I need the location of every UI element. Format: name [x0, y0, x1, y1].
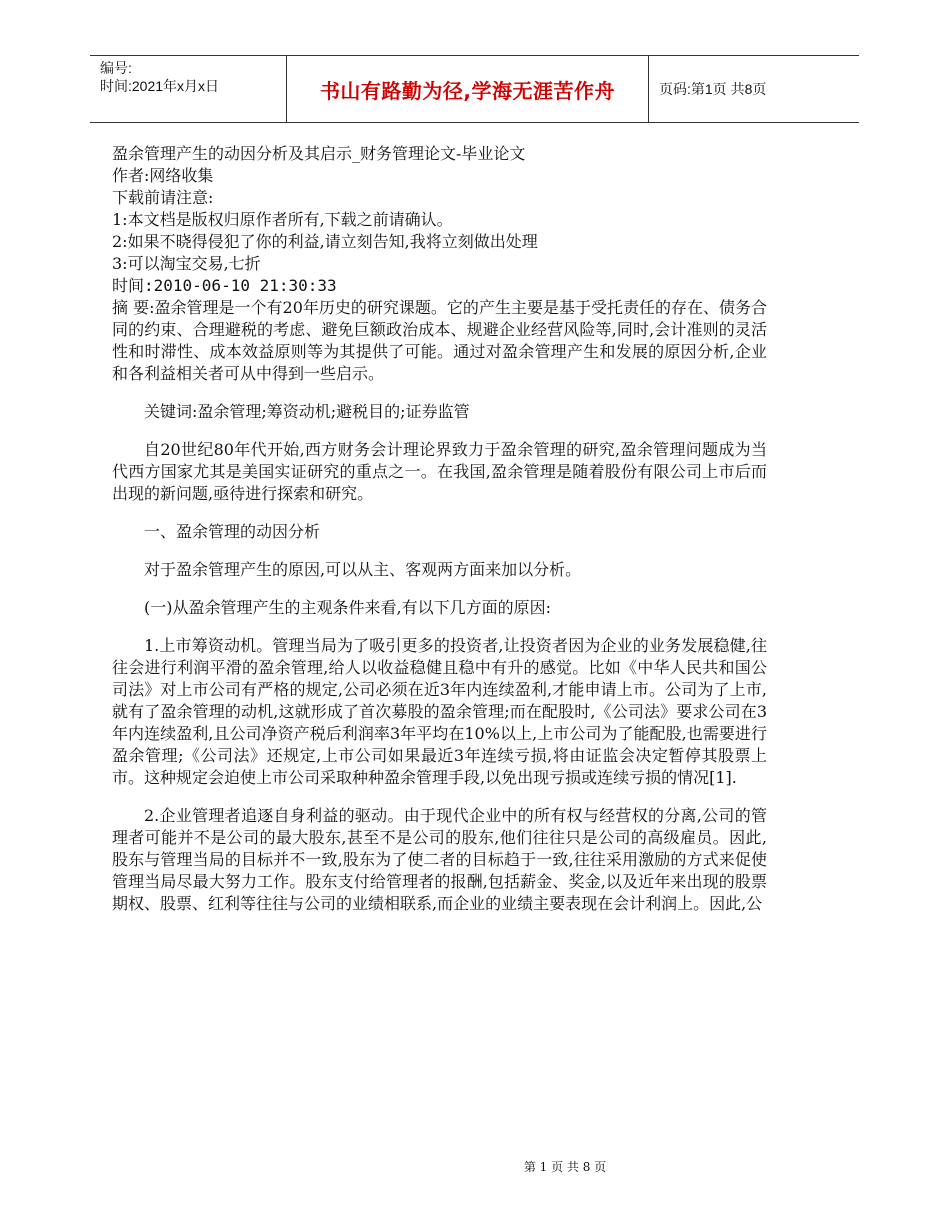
- page-footer: 第 1 页 共 8 页: [523, 1160, 607, 1174]
- item-2-paragraph: 2.企业管理者追逐自身利益的驱动。由于现代企业中的所有权与经营权的分离,公司的管理者可能并不是公司的最大股东,甚至不是公司的股东,他们往往只是公司的高级雇员。因此,股东与管理当局的目标并不一致,股东为了使二者的目标趋于一致,往往采用激励的方式来促使管理当局尽最大努力工作。股东支付给管理者的报酬,包括薪金、奖金,以及近年来出现的股票期权、股票、红利等往往与公司的业绩相联系,而企业的业绩主要表现在会计利润上。因此,公: [112, 806, 767, 913]
- document-title: 盈余管理产生的动因分析及其启示_财务管理论文-毕业论文: [112, 144, 526, 163]
- document-body: [112, 143, 767, 915]
- author-line: 作者:网络收集: [112, 166, 214, 185]
- datetime-line: 时间:2010-06-10 21:30:33: [112, 276, 337, 295]
- page-header: [90, 55, 859, 123]
- abstract-paragraph: 摘 要:盈余管理是一个有20年历史的研究课题。它的产生主要是基于受托责任的存在、债务合同的约束、合理避税的考虑、避免巨额政治成本、规避企业经营风险等,同时,会计准则的灵活性和时滞性、成本效益原则等为其提供了可能。通过对盈余管理产生和发展的原因分析,企业和各利益相关者可从中得到一些启示。: [112, 298, 767, 383]
- notice-item-1: 1:本文档是版权归原作者所有,下载之前请确认。: [112, 210, 453, 229]
- notice-heading: 下载前请注意:: [112, 188, 214, 207]
- keywords-line: 关键词:盈余管理;筹资动机;避税目的;证券监管: [144, 402, 470, 421]
- notice-item-2: 2:如果不晓得侵犯了你的利益,请立刻告知,我将立刻做出处理: [112, 232, 538, 251]
- intro-paragraph: 自20世纪80年代开始,西方财务会计理论界致力于盈余管理的研究,盈余管理问题成为当代西方国家尤其是美国实证研究的重点之一。在我国,盈余管理是随着股份有限公司上市后而出现的新问题,亟待进行探索和研究。: [112, 440, 767, 503]
- subsection-heading-1: (一)从盈余管理产生的主观条件来看,有以下几方面的原因:: [144, 598, 551, 617]
- section-heading-1: 一、盈余管理的动因分析: [144, 522, 321, 541]
- notice-item-3: 3:可以淘宝交易,七折: [112, 254, 261, 273]
- reasons-paragraph: 对于盈余管理产生的原因,可以从主、客观两方面来加以分析。: [144, 560, 582, 579]
- time-label: 时间:2021年x月x日: [100, 78, 220, 94]
- number-label: 编号:: [100, 60, 132, 76]
- header-motto: 书山有路勤为径,学海无涯苦作舟: [286, 56, 649, 122]
- header-page-label: 页码:第1页 共8页: [659, 81, 767, 97]
- item-1-paragraph: 1.上市筹资动机。管理当局为了吸引更多的投资者,让投资者因为企业的业务发展稳健,往往会进行利润平滑的盈余管理,给人以收益稳健且稳中有升的感觉。比如《中华人民共和国公司法》对上市公司有严格的规定,公司必须在近3年内连续盈利,才能申请上市。公司为了上市,就有了盈余管理的动机,这就形成了首次募股的盈余管理;而在配股时,《公司法》要求公司在3年内连续盈利,且公司净资产税后利润率3年平均在10%以上,上市公司为了能配股,也需要进行盈余管理;《公司法》还规定,上市公司如果最近3年连续亏损,将由证监会决定暂停其股票上市。这种规定会迫使上市公司采取种种盈余管理手段,以免出现亏损或连续亏损的情况[1].: [112, 636, 767, 787]
- header-meta: [90, 56, 286, 122]
